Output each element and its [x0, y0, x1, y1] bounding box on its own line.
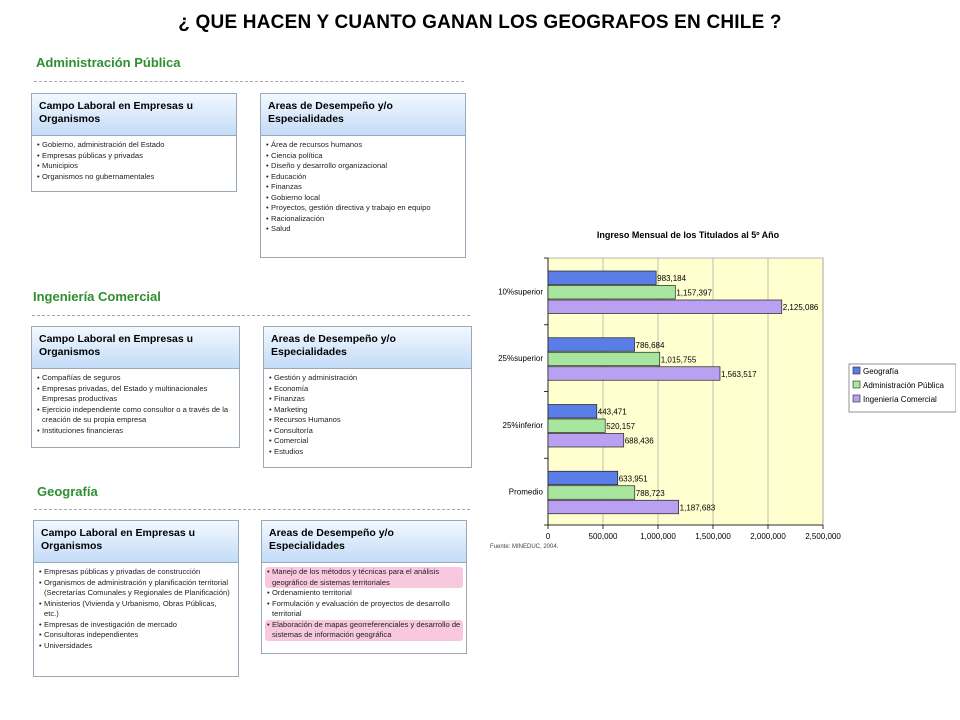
list-item: • Organismos no gubernamentales	[37, 172, 231, 183]
list-item: • Universidades	[39, 641, 233, 652]
legend-swatch	[853, 367, 860, 374]
category-label: 25%inferior	[502, 420, 543, 430]
list-item: • Finanzas	[269, 394, 466, 405]
list-item: • Instituciones financieras	[37, 426, 234, 437]
list-item: • Recursos Humanos	[269, 415, 466, 426]
bar-1-3	[548, 486, 635, 500]
chart-title: Ingreso Mensual de los Titulados al 5º Año	[596, 230, 780, 240]
legend-swatch	[853, 381, 860, 388]
campo-laboral-list	[32, 136, 236, 182]
bar-2-0	[548, 300, 782, 314]
income-bar-chart	[470, 222, 956, 557]
category-label: 10%superior	[498, 287, 543, 297]
list-item: • Salud	[266, 224, 460, 235]
data-label: 1,015,755	[660, 355, 697, 365]
bar-1-0	[548, 286, 675, 300]
legend-entry: Ingeniería Comercial	[863, 395, 937, 404]
list-item: • Área de recursos humanos	[266, 140, 460, 151]
list-item: • Ejercicio independiente como consultor o a través de la creación de su propia empresa	[37, 405, 234, 426]
list-item-highlighted: • Elaboración de mapas georreferenciales y desarrollo de sistemas de información geográfica	[265, 620, 463, 641]
bar-0-0	[548, 271, 656, 285]
areas-desempeno-box-ingenieria	[263, 326, 472, 468]
areas-desempeno-list	[262, 563, 466, 641]
section-divider	[32, 315, 470, 316]
bar-1-2	[548, 419, 605, 433]
bar-1-1	[548, 352, 660, 366]
data-label: 1,157,397	[676, 288, 712, 298]
list-item: • Marketing	[269, 405, 466, 416]
campo-laboral-list	[32, 369, 239, 436]
list-item: • Gobierno local	[266, 193, 460, 204]
list-item: • Organismos de administración y planificación territorial (Secretarías Comunales y Regionales de Planificación)	[39, 578, 233, 599]
list-item: • Compañías de seguros	[37, 373, 234, 384]
section-divider	[34, 509, 470, 510]
data-label: 1,187,683	[679, 503, 716, 513]
list-item: • Estudios	[269, 447, 466, 458]
data-label: 983,184	[657, 274, 687, 283]
list-item: • Empresas privadas, del Estado y multinacionales Empresas productivas	[37, 384, 234, 405]
list-item: • Diseño y desarrollo organizacional	[266, 161, 460, 172]
list-item: • Empresas públicas y privadas de construcción	[39, 567, 233, 578]
campo-laboral-box-ingenieria	[31, 326, 240, 448]
data-label: 1,563,517	[720, 369, 757, 379]
list-item: • Finanzas	[266, 182, 460, 193]
list-item: • Empresas públicas y privadas	[37, 151, 231, 162]
list-item: • Gestión y administración	[269, 373, 466, 384]
section-title-geografia: Geografía	[37, 484, 98, 499]
list-item: • Economía	[269, 384, 466, 395]
section-divider	[34, 81, 464, 82]
bar-2-2	[548, 434, 624, 448]
section-title-administracion: Administración Pública	[36, 55, 181, 70]
areas-desempeno-box-administracion	[260, 93, 466, 258]
bar-2-1	[548, 367, 720, 381]
legend-entry: Administración Pública	[863, 381, 944, 390]
legend-swatch	[853, 395, 860, 402]
bar-0-1	[548, 338, 635, 352]
list-item: • Formulación y evaluación de proyectos de desarrollo territorial	[267, 599, 461, 620]
section-title-ingenieria: Ingeniería Comercial	[33, 289, 161, 304]
list-item: • Empresas de investigación de mercado	[39, 620, 233, 631]
list-item: • Consultoría	[269, 426, 466, 437]
data-label: 788,723	[635, 488, 665, 498]
data-label: 520,157	[606, 422, 636, 431]
data-label: 786,684	[635, 340, 665, 350]
campo-laboral-box-administracion	[31, 93, 237, 192]
bar-2-3	[548, 500, 679, 514]
list-item: • Gobierno, administración del Estado	[37, 140, 231, 151]
data-label: 633,951	[618, 474, 648, 484]
x-tick-label: 1,000,000	[640, 532, 676, 541]
data-label: 2,125,086	[782, 303, 819, 312]
areas-desempeno-header: Areas de Desempeño y/o Especialidades	[262, 521, 466, 563]
areas-desempeno-list	[261, 136, 465, 235]
category-label: 25%superior	[498, 354, 543, 363]
list-item: • Proyectos, gestión directiva y trabajo en equipo	[266, 203, 460, 214]
x-tick-label: 0	[545, 532, 551, 541]
list-item: • Consultoras independientes	[39, 630, 233, 641]
x-tick-label: 2,500,000	[805, 532, 841, 541]
data-label: 688,436	[624, 436, 654, 446]
campo-laboral-header: Campo Laboral en Empresas u Organismos	[32, 94, 236, 136]
list-item: • Comercial	[269, 436, 466, 447]
x-tick-label: 500,000	[588, 532, 618, 541]
campo-laboral-header: Campo Laboral en Empresas u Organismos	[32, 327, 239, 369]
page-title: ¿ QUE HACEN Y CUANTO GANAN LOS GEOGRAFOS EN CHILE ?	[178, 12, 782, 33]
list-item: • Ordenamiento territorial	[267, 588, 461, 599]
list-item: • Educación	[266, 172, 460, 183]
x-tick-label: 2,000,000	[750, 532, 786, 541]
chart-source: Fuente: MINEDUC, 2004.	[490, 544, 559, 550]
list-item-highlighted: • Manejo de los métodos y técnicas para el análisis geográfico de sistemas territoriales	[265, 567, 463, 588]
areas-desempeno-box-geografia	[261, 520, 467, 654]
bar-0-3	[548, 471, 618, 485]
data-label: 443,471	[597, 407, 627, 417]
category-label: Promedio	[508, 487, 543, 497]
x-tick-label: 1,500,000	[695, 532, 731, 541]
list-item: • Municipios	[37, 161, 231, 172]
list-item: • Racionalización	[266, 214, 460, 225]
campo-laboral-header: Campo Laboral en Empresas u Organismos	[34, 521, 238, 563]
areas-desempeno-header: Areas de Desempeño y/o Especialidades	[261, 94, 465, 136]
areas-desempeno-header: Areas de Desempeño y/o Especialidades	[264, 327, 471, 369]
bar-0-2	[548, 405, 597, 419]
areas-desempeno-list	[264, 369, 471, 457]
campo-laboral-list	[34, 563, 238, 651]
list-item: • Ciencia política	[266, 151, 460, 162]
list-item: • Ministerios (Vivienda y Urbanismo, Obras Públicas, etc.)	[39, 599, 233, 620]
legend-entry: Geografía	[863, 367, 899, 376]
campo-laboral-box-geografia	[33, 520, 239, 677]
